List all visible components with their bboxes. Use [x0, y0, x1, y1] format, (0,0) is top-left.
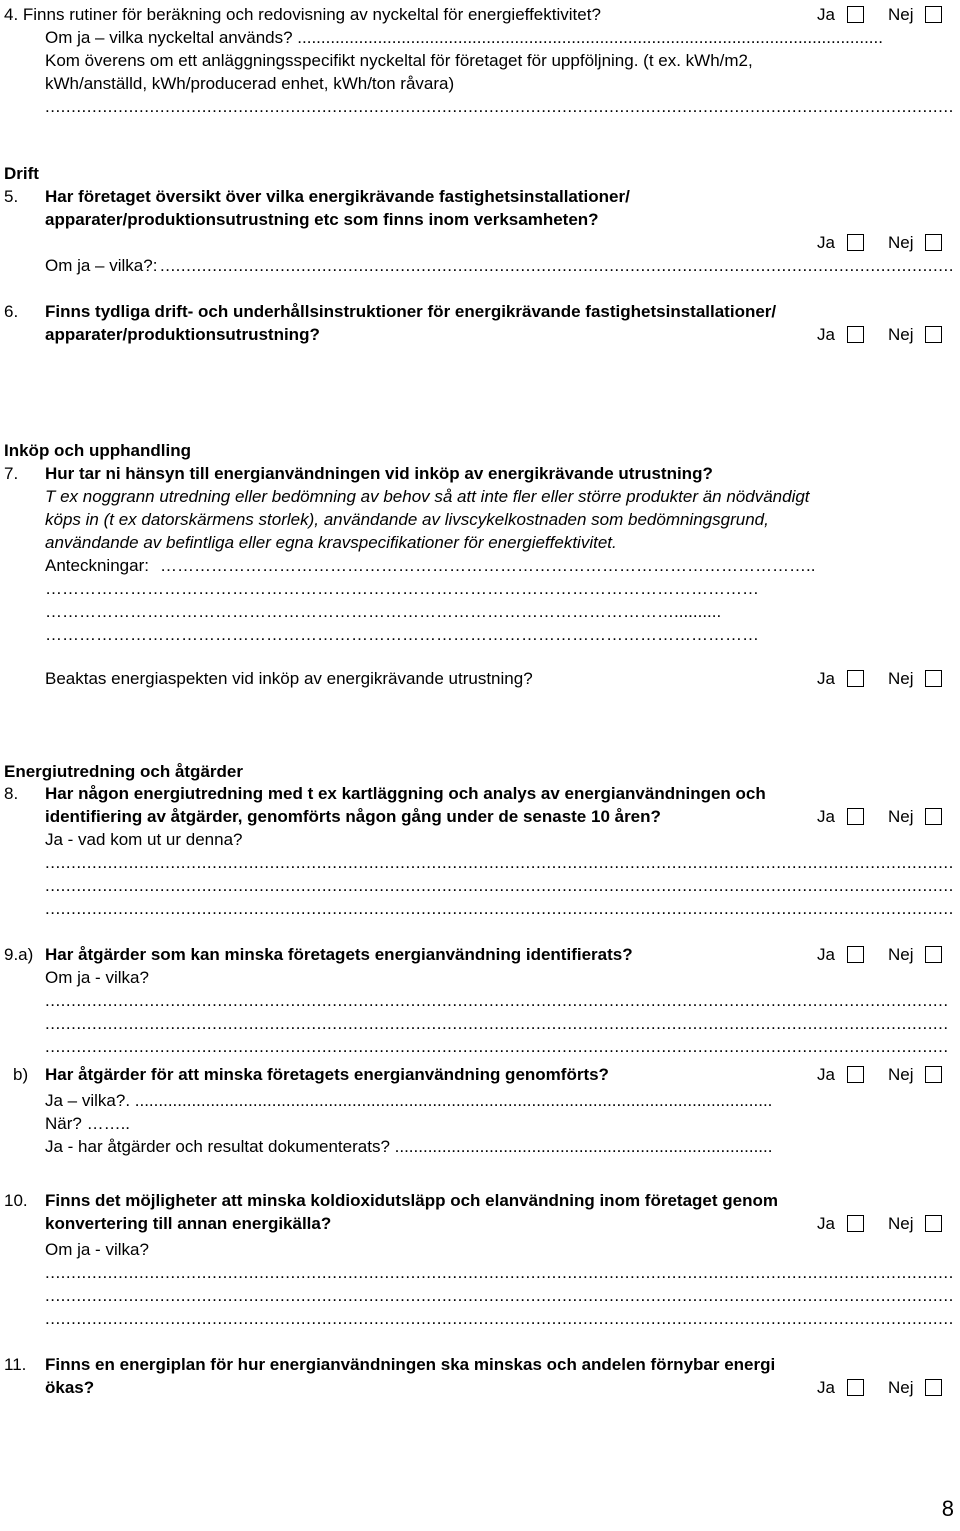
q9b-followup-when: När? …….. [45, 1114, 131, 1133]
q5-yes-no [817, 233, 947, 255]
q11-question-line2: ökas? [45, 1378, 95, 1397]
yes-label: Ja [817, 945, 835, 964]
q8-no-checkbox[interactable] [925, 808, 942, 825]
q7-yes-no [817, 669, 947, 691]
yes-label: Ja [817, 807, 835, 826]
q6-question-line2: apparater/produktionsutrustning? [45, 325, 320, 344]
no-label: Nej [888, 1065, 914, 1084]
q10-yes-no [817, 1214, 947, 1236]
q8-number: 8. [4, 784, 19, 803]
q8-yes-checkbox[interactable] [847, 808, 864, 825]
no-label: Nej [888, 669, 914, 688]
q8-followup: Ja - vad kom ut ur denna? [45, 830, 243, 849]
q10-no-checkbox[interactable] [925, 1215, 942, 1232]
q10-answer-line2[interactable] [45, 1286, 954, 1306]
q10-number: 10. [4, 1191, 28, 1210]
q9a-number: 9.a) [4, 945, 34, 964]
q7-notes-line2[interactable]: ……………………………………………………………………………………………………………… [45, 579, 759, 598]
q6-yes-checkbox[interactable] [847, 326, 864, 343]
q4-answer-line[interactable] [45, 97, 954, 117]
q6-question-line1: Finns tydliga drift- och underhållsinstruktioner för energikrävande fastighetsinstallationer/ [45, 302, 777, 321]
q9a-followup: Om ja - vilka? [45, 968, 149, 987]
q5-answer-line[interactable] [160, 256, 954, 276]
q5-no-checkbox[interactable] [925, 234, 942, 251]
q10-answer-line1[interactable] [45, 1263, 954, 1283]
q10-question-line1: Finns det möjligheter att minska koldioxidutsläpp och elanvändning inom företaget genom [45, 1191, 778, 1210]
q7-hint-line1: T ex noggrann utredning eller bedömning av behov så att inte fler eller större produkter än nödvändigt [45, 487, 810, 506]
q4-question: 4. Finns rutiner för beräkning och redovisning av nyckeltal för energieffektivitet? [4, 5, 601, 24]
q7-yes-checkbox[interactable] [847, 670, 864, 687]
section-heading-utredning: Energiutredning och åtgärder [4, 762, 243, 781]
yes-label: Ja [817, 325, 835, 344]
q4-followup: Om ja – vilka nyckeltal används? ............................................................................................................................ [45, 28, 883, 47]
q9a-answer-line3[interactable] [45, 1037, 948, 1057]
q8-yes-no [817, 807, 947, 829]
no-label: Nej [888, 807, 914, 826]
yes-label: Ja [817, 1378, 835, 1397]
q8-question-line1: Har någon energiutredning med t ex kartläggning och analys av energianvändningen och [45, 784, 766, 803]
q9a-yes-checkbox[interactable] [847, 946, 864, 963]
no-label: Nej [888, 325, 914, 344]
q10-question-line2: konvertering till annan energikälla? [45, 1214, 332, 1233]
q9a-no-checkbox[interactable] [925, 946, 942, 963]
no-label: Nej [888, 1214, 914, 1233]
q8-answer-line1[interactable] [45, 853, 954, 873]
q10-yes-checkbox[interactable] [847, 1215, 864, 1232]
no-label: Nej [888, 5, 914, 24]
no-label: Nej [888, 233, 914, 252]
q4-note-line1: Kom överens om ett anläggningsspecifikt nyckeltal för företaget för uppföljning. (t ex. kWh/m2, [45, 51, 753, 70]
q8-question-line2: identifiering av åtgärder, genomförts någon gång under de senaste 10 åren? [45, 807, 661, 826]
q11-no-checkbox[interactable] [925, 1379, 942, 1396]
yes-label: Ja [817, 233, 835, 252]
q10-answer-line3[interactable] [45, 1309, 954, 1329]
q11-yes-checkbox[interactable] [847, 1379, 864, 1396]
q6-number: 6. [4, 302, 19, 321]
q6-yes-no [817, 325, 947, 347]
q8-answer-line2[interactable] [45, 876, 954, 896]
q9b-followup-which: Ja – vilka?. ....................................................................................................................................... [45, 1091, 773, 1110]
yes-label: Ja [817, 1065, 835, 1084]
q9b-question: Har åtgärder för att minska företagets energianvändning genomförts? [45, 1065, 609, 1084]
q9a-question: Har åtgärder som kan minska företagets energianvändning identifierats? [45, 945, 633, 964]
q7-no-checkbox[interactable] [925, 670, 942, 687]
page-number: 8 [941, 1496, 954, 1521]
yes-label: Ja [817, 669, 835, 688]
q7-notes-line3[interactable]: ………………………………………………………………………………………………….......... [45, 602, 722, 621]
q9b-number: b) [13, 1065, 29, 1084]
no-label: Nej [888, 945, 914, 964]
q5-question-line1: Har företaget översikt över vilka energikrävande fastighetsinstallationer/ [45, 187, 630, 206]
q11-number: 11. [4, 1355, 27, 1374]
q4-note-line2: kWh/anställd, kWh/producerad enhet, kWh/ton råvara) [45, 74, 455, 93]
q9a-answer-line1[interactable] [45, 991, 948, 1011]
q5-question-line2: apparater/produktionsutrustning etc som finns inom verksamheten? [45, 210, 599, 229]
q5-followup: Om ja – vilka?: [45, 256, 158, 275]
q4-no-checkbox[interactable] [925, 6, 942, 23]
q9a-yes-no [817, 945, 947, 967]
q7-hint-line3: användande av befintliga eller egna kravspecifikationer för energieffektivitet. [45, 533, 617, 552]
q11-question-line1: Finns en energiplan för hur energianvändningen ska minskas och andelen förnybar energi [45, 1355, 776, 1374]
q7-notes-line4[interactable]: ……………………………………………………………………………………………………………… [45, 625, 759, 644]
q11-yes-no [817, 1378, 947, 1400]
q9a-answer-line2[interactable] [45, 1014, 948, 1034]
q7-notes-line1[interactable]: …………………………………………………………………………………………………….. [160, 556, 816, 575]
q8-answer-line3[interactable] [45, 899, 954, 919]
q7-question: Hur tar ni hänsyn till energianvändningen vid inköp av energikrävande utrustning? [45, 464, 713, 483]
q9b-yes-checkbox[interactable] [847, 1066, 864, 1083]
q7-notes-label: Anteckningar: [45, 556, 149, 575]
no-label: Nej [888, 1378, 914, 1397]
q9b-no-checkbox[interactable] [925, 1066, 942, 1083]
yes-label: Ja [817, 5, 835, 24]
section-heading-drift: Drift [4, 164, 39, 183]
q9b-followup-documented: Ja - har åtgärder och resultat dokumenterats? ................................................................................ [45, 1137, 773, 1156]
q9b-yes-no [817, 1065, 947, 1087]
q4-yes-no [817, 5, 947, 27]
q6-no-checkbox[interactable] [925, 326, 942, 343]
yes-label: Ja [817, 1214, 835, 1233]
q5-number: 5. [4, 187, 19, 206]
q10-followup: Om ja - vilka? [45, 1240, 149, 1259]
q7-consider-question: Beaktas energiaspekten vid inköp av energikrävande utrustning? [45, 669, 533, 688]
q7-number: 7. [4, 464, 19, 483]
section-heading-inkop: Inköp och upphandling [4, 441, 191, 460]
q7-hint-line2: köps in (t ex datorskärmens storlek), användande av livscykelkostnaden som bedömningsgrund, [45, 510, 769, 529]
q4-yes-checkbox[interactable] [847, 6, 864, 23]
q5-yes-checkbox[interactable] [847, 234, 864, 251]
